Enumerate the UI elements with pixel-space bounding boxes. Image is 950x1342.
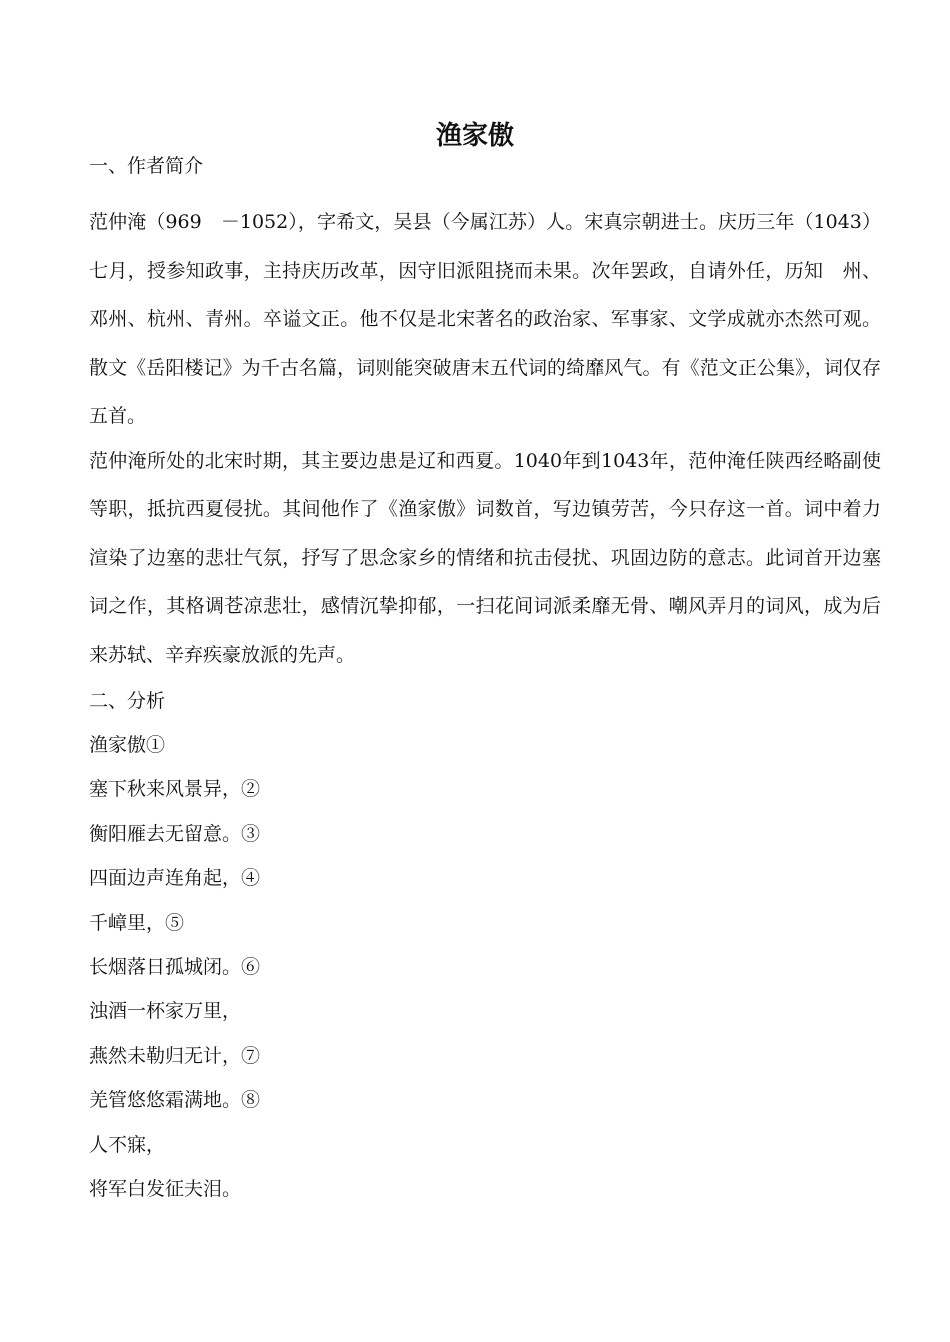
poem-line: 人不寐， bbox=[89, 1133, 166, 1156]
background-paragraph: 范仲淹所处的北宋时期，其主要边患是辽和西夏。1040年到1043年，范仲淹任陕西经略副使等职，抵抗西夏侵扰。其间他作了《渔家傲》词数首，写边镇劳苦，今只存这一首。词中着力渲染了边塞的悲壮气氛，抒写了思念家乡的情绪和抗击侵扰、巩固边防的意志。此词首开边塞词之作，其格调苍凉悲壮，感情沉挚抑郁，一扫花间词派柔靡无骨、嘲风弄月的词风，成为后来苏轼、辛弃疾豪放派的先声。 bbox=[89, 449, 881, 666]
poem-line: 羌管悠悠霜满地。⑧ bbox=[89, 1089, 261, 1112]
poem-line: 四面边声连角起，④ bbox=[89, 867, 261, 890]
poem-line: 长烟落日孤城闭。⑥ bbox=[89, 955, 261, 978]
section-heading-analysis: 二、分析 bbox=[89, 690, 166, 712]
poem-line: 燕然未勒归无计，⑦ bbox=[89, 1044, 261, 1067]
poem-line: 将军白发征夫泪。 bbox=[89, 1177, 242, 1200]
poem-line: 浊酒一杯家万里， bbox=[89, 1000, 242, 1023]
document-title: 渔家傲 bbox=[435, 121, 514, 151]
section-heading-author: 一、作者简介 bbox=[89, 155, 204, 177]
poem-block bbox=[89, 723, 881, 1211]
poem-line: 千嶂里，⑤ bbox=[89, 911, 185, 934]
author-bio-paragraph: 范仲淹（969 －1052），字希文，吴县（今属江苏）人。宋真宗朝进士。庆历三年（1043）七月，授参知政事，主持庆历改革，因守旧派阻挠而未果。次年罢政，自请外任，历知 州、邓州、杭州、青州。卒谥文正。他不仅是北宋著名的政治家、军事家、文学成就亦杰然可观。散文《岳阳楼记》为千古名篇，词则能突破唐末五代词的绮靡风气。有《范文正公集》，词仅存五首。 bbox=[89, 211, 881, 427]
poem-line: 衡阳雁去无留意。③ bbox=[89, 822, 261, 845]
document-body bbox=[89, 150, 881, 1211]
poem-line: 塞下秋来风景异，② bbox=[89, 778, 261, 801]
poem-title-line: 渔家傲① bbox=[89, 734, 166, 756]
